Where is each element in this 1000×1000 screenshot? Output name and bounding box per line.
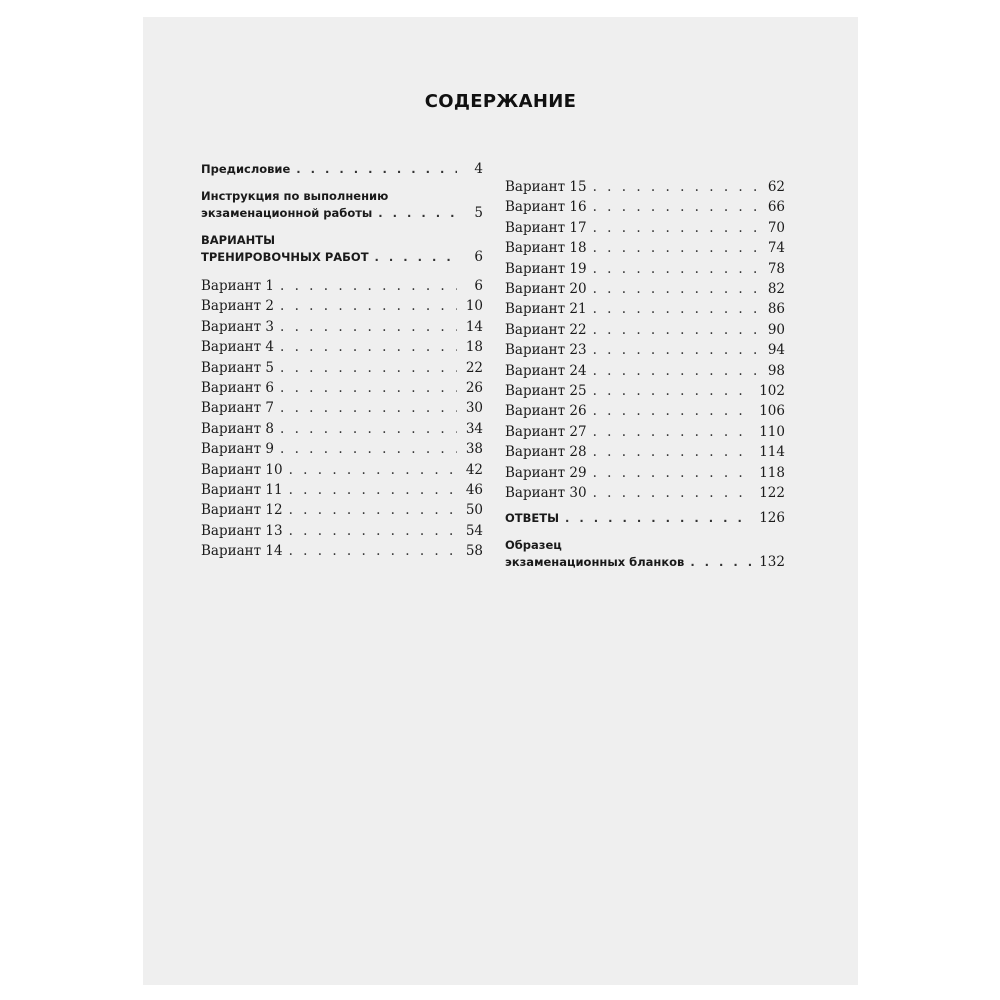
toc-entry xyxy=(201,161,483,178)
dot-leader xyxy=(593,279,759,299)
dot-leader xyxy=(593,361,759,381)
toc-entry-label: Вариант 12 xyxy=(201,502,283,519)
toc-entry-label: Вариант 25 xyxy=(505,383,587,400)
dot-leader xyxy=(280,439,457,459)
toc-entry xyxy=(505,537,785,571)
toc-entry-label: ОТВЕТЫ xyxy=(505,510,560,525)
dot-leader xyxy=(280,317,457,337)
toc-entry xyxy=(201,337,483,357)
toc-column-right xyxy=(505,177,785,581)
toc-page-number: 74 xyxy=(767,240,785,257)
toc-entry-label: Вариант 21 xyxy=(505,301,587,318)
dot-leader xyxy=(593,381,754,401)
dot-leader xyxy=(378,205,457,222)
toc-page-number: 94 xyxy=(767,342,785,359)
toc-entry-label: Вариант 17 xyxy=(505,219,587,236)
toc-entry-label: Вариант 1 xyxy=(201,278,275,294)
toc-entry xyxy=(201,317,483,337)
toc-entry xyxy=(505,381,785,401)
toc-entry xyxy=(505,279,785,299)
toc-entry-label: Вариант 13 xyxy=(201,522,283,539)
dot-leader xyxy=(280,276,457,296)
toc-entry-label: Вариант 22 xyxy=(505,321,587,338)
dot-leader xyxy=(375,249,457,266)
toc-entry-label: Вариант 20 xyxy=(505,281,587,298)
toc-page-number: 102 xyxy=(759,383,785,400)
toc-page-number: 58 xyxy=(465,543,483,560)
toc-entry-label: Вариант 18 xyxy=(505,240,587,257)
toc-entry-label: Вариант 28 xyxy=(505,444,587,461)
toc-page-number: 18 xyxy=(465,339,483,356)
toc-page-number: 6 xyxy=(474,278,483,294)
toc-page-number: 38 xyxy=(465,441,483,458)
dot-leader xyxy=(593,259,759,279)
toc-entry xyxy=(505,320,785,340)
toc-entry xyxy=(505,299,785,319)
dot-leader xyxy=(593,299,759,319)
toc-entry-label: Вариант 6 xyxy=(201,380,275,397)
toc-page-number: 118 xyxy=(759,464,785,481)
toc-page-number: 5 xyxy=(474,205,483,221)
toc-entry xyxy=(201,398,483,418)
document-page xyxy=(143,17,858,985)
toc-page-number: 42 xyxy=(465,461,483,478)
dot-leader xyxy=(690,554,753,571)
toc-entry-label: Вариант 27 xyxy=(505,423,587,440)
toc-entry-label: Вариант 29 xyxy=(505,464,587,481)
toc-page-number: 106 xyxy=(759,403,785,420)
toc-entry xyxy=(505,177,785,197)
page-title: СОДЕРЖАНИЕ xyxy=(424,91,577,112)
toc-entry xyxy=(505,422,785,442)
dot-leader xyxy=(296,161,457,178)
toc-entry xyxy=(201,521,483,541)
toc-page-number: 122 xyxy=(759,485,785,502)
toc-page-number: 54 xyxy=(465,522,483,539)
toc-entry xyxy=(201,439,483,459)
toc-page-number: 46 xyxy=(465,482,483,499)
toc-page-number: 34 xyxy=(465,420,483,437)
toc-entry xyxy=(505,197,785,217)
dot-leader xyxy=(565,510,753,527)
toc-entry-label: экзаменационной работы xyxy=(201,206,373,220)
dot-leader xyxy=(593,442,754,462)
toc-entry-label: Вариант 10 xyxy=(201,461,283,478)
toc-page-number: 14 xyxy=(465,318,483,335)
dot-leader xyxy=(280,398,457,418)
dot-leader xyxy=(593,463,754,483)
toc-entry-label: Вариант 16 xyxy=(505,199,587,216)
dot-leader xyxy=(593,320,759,340)
toc-entry-label: Вариант 4 xyxy=(201,339,275,356)
toc-entry-label: Образец xyxy=(505,537,562,552)
toc-entry xyxy=(505,510,785,527)
toc-page-number: 90 xyxy=(767,321,785,338)
toc-entry xyxy=(201,188,483,222)
toc-column-left xyxy=(201,161,483,562)
dot-leader xyxy=(280,296,457,316)
dot-leader xyxy=(289,480,457,500)
toc-entry xyxy=(505,483,785,503)
toc-entry-label: ВАРИАНТЫ xyxy=(201,233,276,247)
toc-entry-label: Вариант 23 xyxy=(505,342,587,359)
toc-page-number: 30 xyxy=(465,400,483,417)
toc-page-number: 110 xyxy=(759,423,785,440)
toc-entry xyxy=(201,419,483,439)
toc-page-number: 26 xyxy=(465,380,483,397)
toc-entry-label: Вариант 30 xyxy=(505,485,587,502)
dot-leader xyxy=(593,197,759,217)
dot-leader xyxy=(593,483,754,503)
toc-entry xyxy=(201,358,483,378)
toc-entry xyxy=(201,480,483,500)
dot-leader xyxy=(280,419,457,439)
toc-entry xyxy=(201,541,483,561)
dot-leader xyxy=(289,541,457,561)
toc-page-number: 50 xyxy=(465,502,483,519)
toc-entry xyxy=(505,361,785,381)
toc-entry-label: экзаменационных бланков xyxy=(505,554,685,569)
toc-page-number: 10 xyxy=(465,298,483,315)
toc-entry xyxy=(505,401,785,421)
toc-entry xyxy=(505,463,785,483)
dot-leader xyxy=(593,238,759,258)
toc-entry xyxy=(505,340,785,360)
dot-leader xyxy=(289,521,457,541)
toc-entry-label: ТРЕНИРОВОЧНЫХ РАБОТ xyxy=(201,250,369,264)
toc-entry-label: Вариант 7 xyxy=(201,400,275,417)
dot-leader xyxy=(280,337,457,357)
dot-leader xyxy=(280,378,457,398)
toc-entry xyxy=(505,442,785,462)
dot-leader xyxy=(289,500,457,520)
toc-entry-label: Вариант 24 xyxy=(505,362,587,379)
toc-page-number: 66 xyxy=(767,199,785,216)
toc-entry-label: Вариант 5 xyxy=(201,359,275,376)
toc-page-number: 4 xyxy=(474,161,483,177)
dot-leader xyxy=(593,177,759,197)
toc-entry xyxy=(505,259,785,279)
toc-page-number: 70 xyxy=(767,219,785,236)
dot-leader xyxy=(289,460,457,480)
toc-entry-label: Вариант 2 xyxy=(201,298,275,315)
toc-page-number: 126 xyxy=(759,509,785,526)
toc-entry-label: Вариант 9 xyxy=(201,441,275,458)
toc-entry-label: Вариант 26 xyxy=(505,403,587,420)
toc-entry-label: Инструкция по выполнению xyxy=(201,189,389,203)
toc-entry-label: Вариант 8 xyxy=(201,420,275,437)
toc-entry-label: Вариант 19 xyxy=(505,260,587,277)
toc-page-number: 22 xyxy=(465,359,483,376)
toc-page-number: 98 xyxy=(767,362,785,379)
toc-page-number: 82 xyxy=(767,281,785,298)
toc-entry xyxy=(505,218,785,238)
toc-entry-label: Вариант 15 xyxy=(505,179,587,195)
toc-entry xyxy=(201,296,483,316)
toc-page-number: 132 xyxy=(759,553,785,570)
dot-leader xyxy=(593,401,754,421)
toc-entry-label: Вариант 3 xyxy=(201,318,275,335)
toc-entry xyxy=(505,238,785,258)
dot-leader xyxy=(593,218,759,238)
toc-page-number: 114 xyxy=(759,444,785,461)
toc-entry xyxy=(201,378,483,398)
toc-entry xyxy=(201,460,483,480)
toc-entry xyxy=(201,500,483,520)
toc-entry-label: Вариант 11 xyxy=(201,482,283,499)
toc-entry xyxy=(201,232,483,266)
toc-entry xyxy=(201,276,483,296)
toc-page-number: 86 xyxy=(767,301,785,318)
toc-entry-label: Вариант 14 xyxy=(201,543,283,560)
toc-page-number: 78 xyxy=(767,260,785,277)
dot-leader xyxy=(280,358,457,378)
toc-entry-label: Предисловие xyxy=(201,162,291,176)
dot-leader xyxy=(593,422,754,442)
toc-page-number: 6 xyxy=(474,249,483,265)
dot-leader xyxy=(593,340,759,360)
toc-page-number: 62 xyxy=(767,179,785,195)
